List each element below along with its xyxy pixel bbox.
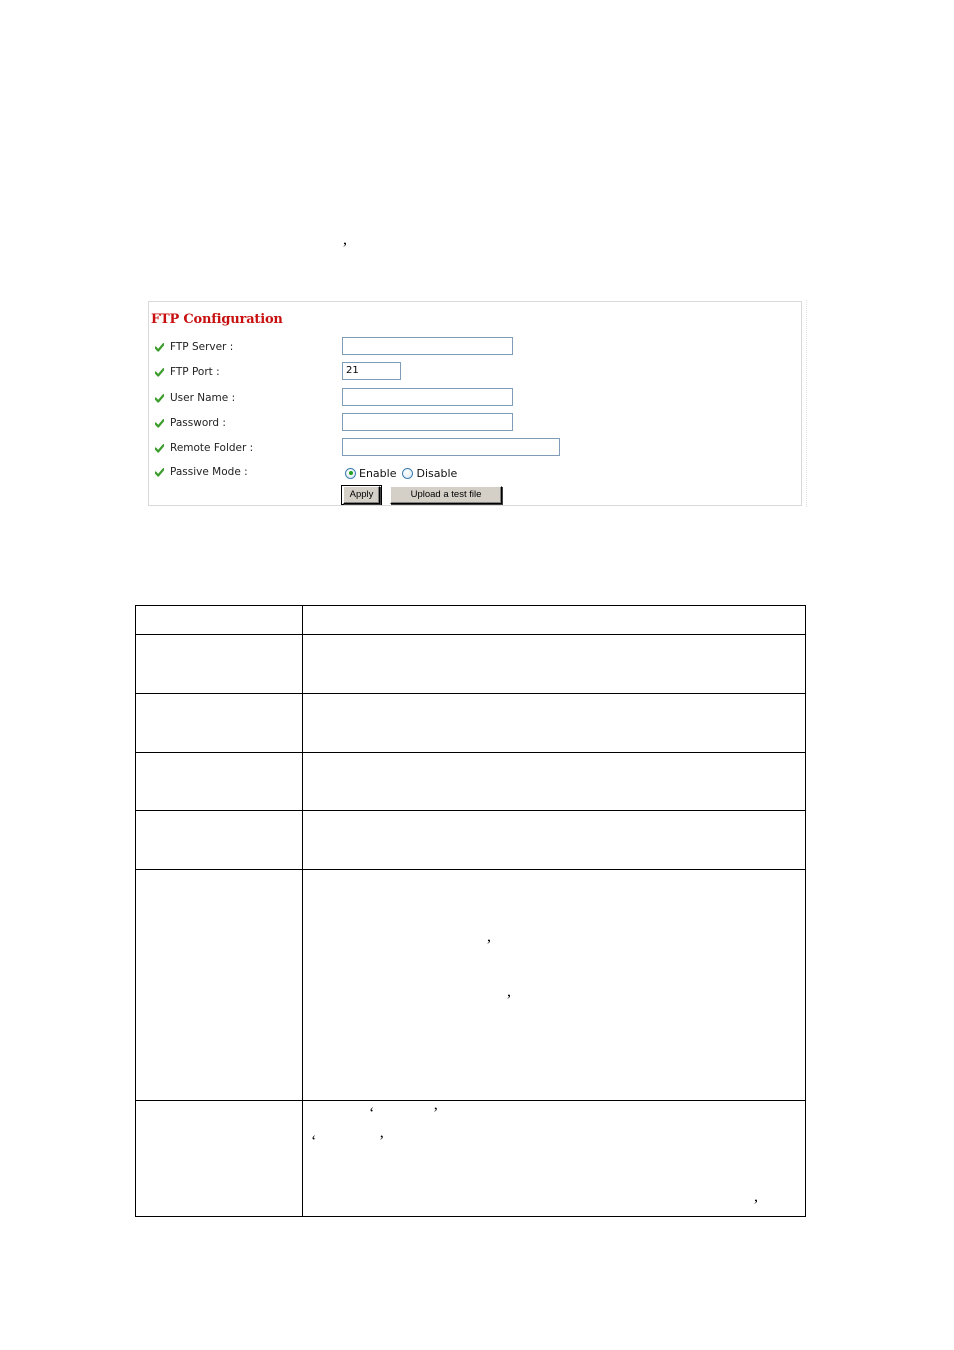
comma-mark: , xyxy=(487,928,491,945)
user-name-label xyxy=(155,390,235,406)
remote-folder-label-text: Remote Folder : xyxy=(170,442,254,454)
table-row xyxy=(136,635,806,694)
upload-test-file-button[interactable]: Upload a test file xyxy=(390,486,502,504)
table-cell-item xyxy=(136,753,303,811)
passive-mode-label-text: Passive Mode : xyxy=(170,466,248,478)
table-cell-item xyxy=(136,870,303,1101)
table-row xyxy=(136,694,806,753)
password-input[interactable] xyxy=(342,413,513,431)
passive-mode-label xyxy=(155,464,248,480)
green-checkmark-icon xyxy=(155,419,164,428)
ftp-port-input[interactable]: 21 xyxy=(342,362,401,380)
ftp-configuration-panel xyxy=(148,301,802,506)
table-cell-description xyxy=(303,635,806,694)
table-cell-item xyxy=(136,1101,303,1217)
user-name-input[interactable] xyxy=(342,388,513,406)
password-label-text: Password : xyxy=(170,417,226,429)
green-checkmark-icon xyxy=(155,368,164,377)
table-row xyxy=(136,753,806,811)
comma-mark: , xyxy=(754,1188,758,1205)
table-header-item xyxy=(136,606,303,635)
ftp-port-label xyxy=(155,364,220,380)
table-cell-description xyxy=(303,811,806,870)
ftp-configuration-title: FTP Configuration xyxy=(151,312,283,327)
open-quote-mark: ‘ xyxy=(311,1133,317,1150)
table-header-row xyxy=(136,606,806,635)
open-quote-mark: ‘ xyxy=(369,1105,375,1122)
remote-folder-input[interactable] xyxy=(342,438,560,456)
table-cell-description xyxy=(303,694,806,753)
green-checkmark-icon xyxy=(155,394,164,403)
table-row xyxy=(136,870,806,1101)
table-header-description xyxy=(303,606,806,635)
parameter-description-table xyxy=(135,605,806,1217)
table-cell-description xyxy=(303,870,806,1101)
table-cell-description xyxy=(303,753,806,811)
ftp-server-label xyxy=(155,339,233,355)
table-cell-item xyxy=(136,694,303,753)
apply-button[interactable]: Apply xyxy=(343,486,380,504)
table-cell-description xyxy=(303,1101,806,1217)
comma-mark: , xyxy=(507,983,511,1000)
passive-mode-radio-group xyxy=(345,466,463,480)
table-row xyxy=(136,811,806,870)
green-checkmark-icon xyxy=(155,444,164,453)
table-cell-item xyxy=(136,811,303,870)
passive-mode-enable-radio[interactable] xyxy=(345,468,356,479)
green-checkmark-icon xyxy=(155,343,164,352)
password-label xyxy=(155,415,226,431)
passive-mode-disable-label: Disable xyxy=(416,466,458,480)
close-quote-mark: ’ xyxy=(433,1105,439,1122)
ftp-server-input[interactable] xyxy=(342,337,513,355)
stray-comma: , xyxy=(343,231,347,248)
ftp-server-label-text: FTP Server : xyxy=(170,341,234,353)
passive-mode-enable-label: Enable xyxy=(359,466,397,480)
table-row xyxy=(136,1101,806,1217)
remote-folder-label xyxy=(155,440,253,456)
passive-mode-disable-radio[interactable] xyxy=(402,468,413,479)
ftp-port-label-text: FTP Port : xyxy=(170,366,220,378)
green-checkmark-icon xyxy=(155,468,164,477)
table-cell-item xyxy=(136,635,303,694)
user-name-label-text: User Name : xyxy=(170,392,236,404)
close-quote-mark: ’ xyxy=(379,1133,385,1150)
